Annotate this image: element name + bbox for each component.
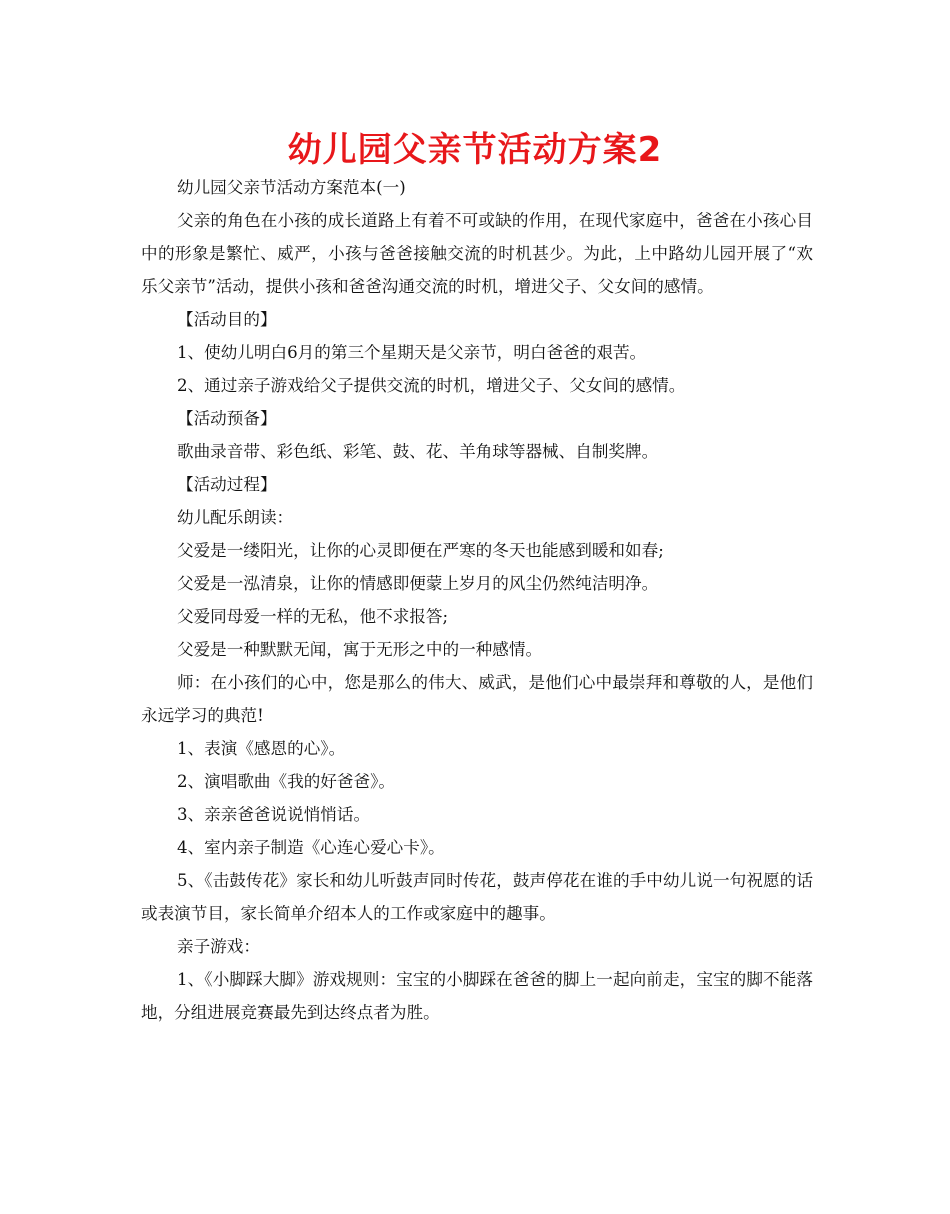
section-heading-purpose: 【活动目的】 xyxy=(177,310,277,329)
list-item: 2、通过亲子游戏给父子提供交流的时机，增进父子、父女间的感情。 xyxy=(177,376,686,395)
section-heading-process: 【活动过程】 xyxy=(177,475,277,494)
poem-line: 父爱同母爱一样的无私，他不求报答; xyxy=(177,607,449,626)
list-item: 2、演唱歌曲《我的好爸爸》。 xyxy=(177,772,395,791)
list-item: 1、《小脚踩大脚》游戏规则：宝宝的小脚踩在爸爸的脚上一起向前走，宝宝的脚不能落地，分组进展竞赛最先到达终点者为胜。 xyxy=(141,970,813,1022)
paragraph-intro: 父亲的角色在小孩的成长道路上有着不可或缺的作用，在现代家庭中，爸爸在小孩心目中的形象是繁忙、威严，小孩与爸爸接触交流的时机甚少。为此，上中路幼儿园开展了“欢乐父亲节”活动，提供小孩和爸爸沟通交流的时机，增进父子、父女间的感情。 xyxy=(141,211,813,296)
poem-line: 父爱是一种默默无闻，寓于无形之中的一种感情。 xyxy=(177,640,543,659)
document-title: 幼儿园父亲节活动方案2 xyxy=(287,130,663,170)
list-item: 3、亲亲爸爸说说悄悄话。 xyxy=(177,805,371,824)
list-item: 4、室内亲子制造《心连心爱心卡》。 xyxy=(177,838,445,857)
list-item: 1、表演《感恩的心》。 xyxy=(177,739,346,758)
poem-line: 父爱是一泓清泉，让你的情感即便蒙上岁月的风尘仍然纯洁明净。 xyxy=(177,574,659,593)
paragraph-subtitle: 幼儿园父亲节活动方案范本(一) xyxy=(177,178,406,197)
list-item: 5、《击鼓传花》家长和幼儿听鼓声同时传花，鼓声停花在谁的手中幼儿说一句祝愿的话或表演节目，家长简单介绍本人的工作或家庭中的趣事。 xyxy=(141,871,813,923)
paragraph-reading-label: 幼儿配乐朗读： xyxy=(177,508,294,527)
paragraph-materials: 歌曲录音带、彩色纸、彩笔、鼓、花、羊角球等器械、自制奖牌。 xyxy=(177,442,659,461)
paragraph-teacher: 师：在小孩们的心中，您是那么的伟大、威武，是他们心中最崇拜和尊敬的人，是他们永远学习的典范! xyxy=(141,673,813,725)
poem-line: 父爱是一缕阳光，让你的心灵即便在严寒的冬天也能感到暖和如春; xyxy=(177,541,664,560)
section-heading-preparation: 【活动预备】 xyxy=(177,409,277,428)
list-item: 1、使幼儿明白6月的第三个星期天是父亲节，明白爸爸的艰苦。 xyxy=(177,343,647,362)
paragraph-games-label: 亲子游戏： xyxy=(177,937,260,956)
document-body xyxy=(141,171,813,1029)
